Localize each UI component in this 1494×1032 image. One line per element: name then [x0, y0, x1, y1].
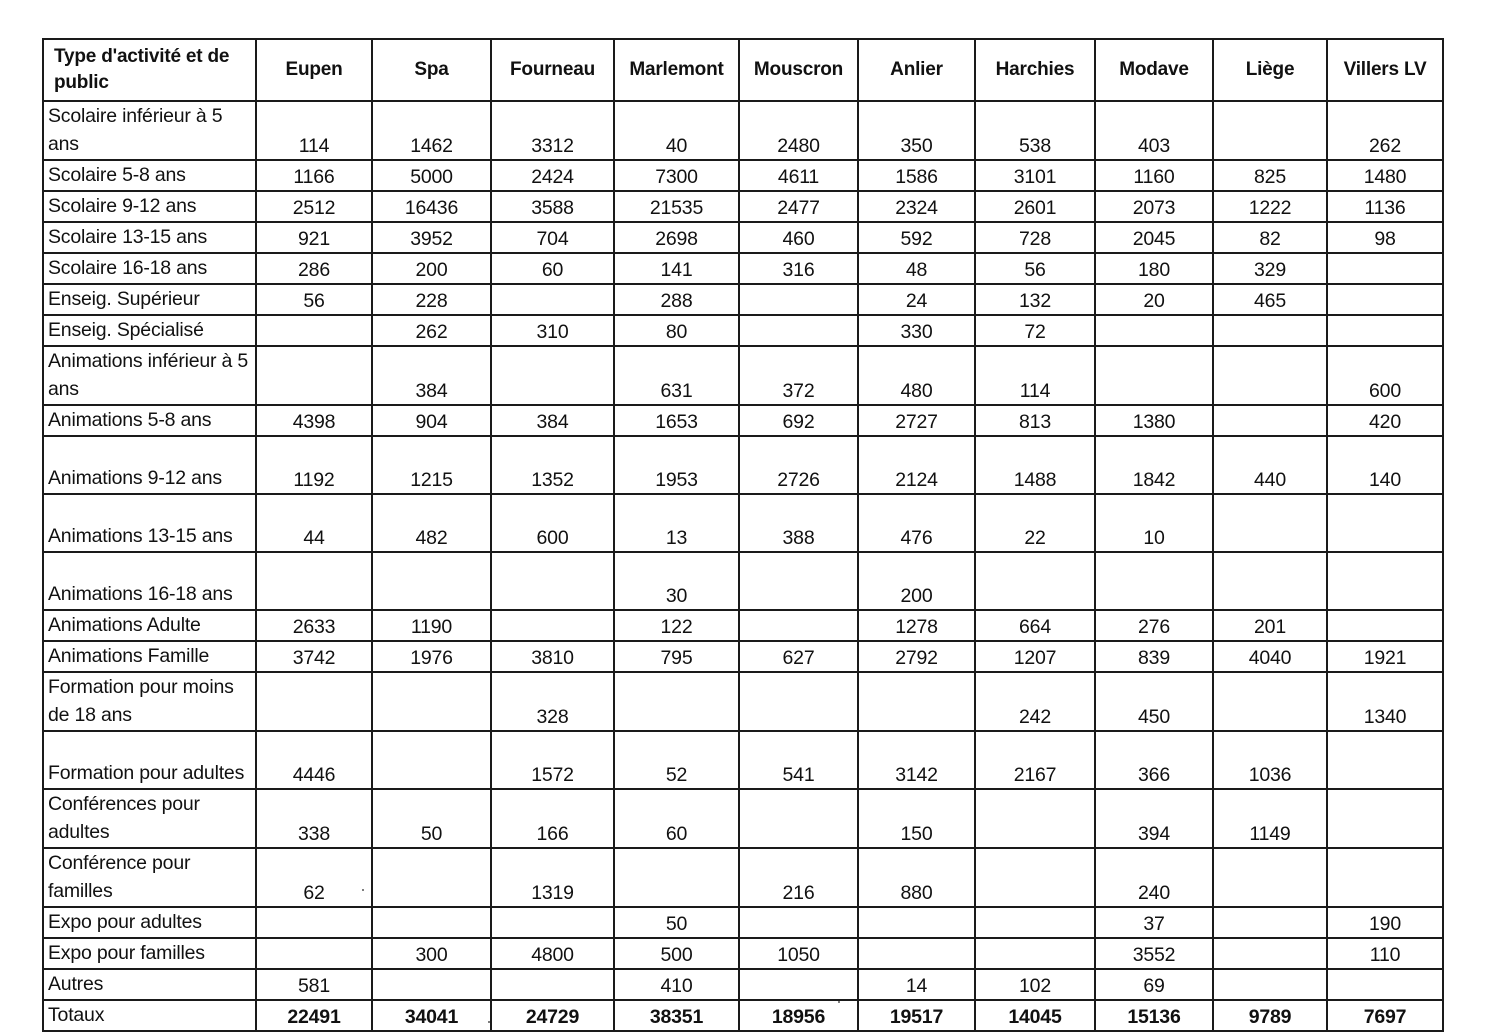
value-cell: 2601 [975, 191, 1095, 222]
table-row [43, 101, 1443, 160]
value-cell: 600 [491, 494, 614, 552]
table-row [43, 284, 1443, 315]
row-label: Scolaire 9-12 ans [43, 191, 256, 222]
value-cell [1327, 253, 1443, 284]
activity-table-sheet [42, 38, 1444, 1032]
value-cell [256, 552, 372, 610]
value-cell: 48 [858, 253, 975, 284]
value-cell: 384 [491, 405, 614, 436]
table-row [43, 907, 1443, 938]
value-cell: 16436 [372, 191, 491, 222]
total-cell: 24729 [491, 1000, 614, 1031]
value-cell: 1352 [491, 436, 614, 494]
value-cell: 7300 [614, 160, 739, 191]
row-label: Autres [43, 969, 256, 1000]
value-cell: 410 [614, 969, 739, 1000]
value-cell: 300 [372, 938, 491, 969]
value-cell: 1190 [372, 610, 491, 641]
value-cell: 541 [739, 731, 858, 789]
value-cell: 110 [1327, 938, 1443, 969]
value-cell [1213, 405, 1327, 436]
value-cell: 825 [1213, 160, 1327, 191]
value-cell: 1319 [491, 848, 614, 907]
row-label: Enseig. Supérieur [43, 284, 256, 315]
value-cell: 114 [256, 101, 372, 160]
value-cell: 1480 [1327, 160, 1443, 191]
value-cell: 4446 [256, 731, 372, 789]
value-cell: 420 [1327, 405, 1443, 436]
activity-table [42, 38, 1444, 1032]
value-cell: 3952 [372, 222, 491, 253]
value-cell [372, 848, 491, 907]
total-cell: 14045 [975, 1000, 1095, 1031]
row-label: Scolaire 16-18 ans [43, 253, 256, 284]
value-cell: 2480 [739, 101, 858, 160]
value-cell [1327, 610, 1443, 641]
value-cell: 60 [614, 789, 739, 848]
value-cell [739, 284, 858, 315]
header-cell-location: Marlemont [614, 39, 739, 101]
header-cell-location: Modave [1095, 39, 1213, 101]
value-cell: 2424 [491, 160, 614, 191]
totals-label: Totaux [43, 1000, 256, 1031]
value-cell: 69 [1095, 969, 1213, 1000]
value-cell: 1222 [1213, 191, 1327, 222]
value-cell: 288 [614, 284, 739, 315]
value-cell: 2477 [739, 191, 858, 222]
value-cell: 216 [739, 848, 858, 907]
value-cell [1327, 848, 1443, 907]
value-cell [975, 848, 1095, 907]
value-cell: 1340 [1327, 672, 1443, 731]
value-cell: 82 [1213, 222, 1327, 253]
value-cell: 366 [1095, 731, 1213, 789]
value-cell: 166 [491, 789, 614, 848]
value-cell: 1653 [614, 405, 739, 436]
value-cell [1213, 346, 1327, 405]
value-cell [1095, 552, 1213, 610]
value-cell: 1136 [1327, 191, 1443, 222]
value-cell: 538 [975, 101, 1095, 160]
value-cell [975, 789, 1095, 848]
value-cell: 24 [858, 284, 975, 315]
value-cell: 13 [614, 494, 739, 552]
row-label: Scolaire inférieur à 5 ans [43, 101, 256, 160]
table-row [43, 160, 1443, 191]
value-cell: 2727 [858, 405, 975, 436]
value-cell: 50 [614, 907, 739, 938]
value-cell: 476 [858, 494, 975, 552]
table-row [43, 315, 1443, 346]
value-cell: 150 [858, 789, 975, 848]
table-row [43, 552, 1443, 610]
value-cell: 5000 [372, 160, 491, 191]
table-row [43, 253, 1443, 284]
row-label: Enseig. Spécialisé [43, 315, 256, 346]
value-cell: 1488 [975, 436, 1095, 494]
value-cell: 3312 [491, 101, 614, 160]
value-cell: 114 [975, 346, 1095, 405]
value-cell: 40 [614, 101, 739, 160]
value-cell: 921 [256, 222, 372, 253]
value-cell: 4800 [491, 938, 614, 969]
value-cell [858, 938, 975, 969]
scan-speck [488, 1021, 490, 1023]
header-cell-location: Anlier [858, 39, 975, 101]
table-row [43, 789, 1443, 848]
value-cell: 44 [256, 494, 372, 552]
value-cell [739, 907, 858, 938]
value-cell: 122 [614, 610, 739, 641]
value-cell: 450 [1095, 672, 1213, 731]
row-label: Expo pour familles [43, 938, 256, 969]
value-cell [1327, 494, 1443, 552]
value-cell: 1160 [1095, 160, 1213, 191]
table-row [43, 848, 1443, 907]
value-cell: 460 [739, 222, 858, 253]
header-cell-location: Eupen [256, 39, 372, 101]
totals-row [43, 1000, 1443, 1031]
value-cell: 350 [858, 101, 975, 160]
value-cell [739, 969, 858, 1000]
value-cell [739, 789, 858, 848]
row-label: Animations 13-15 ans [43, 494, 256, 552]
value-cell: 627 [739, 641, 858, 672]
value-cell [858, 672, 975, 731]
value-cell: 1215 [372, 436, 491, 494]
value-cell: 1192 [256, 436, 372, 494]
value-cell: 592 [858, 222, 975, 253]
table-row [43, 191, 1443, 222]
row-label: Formation pour moins de 18 ans [43, 672, 256, 731]
header-cell-location: Liège [1213, 39, 1327, 101]
value-cell: 372 [739, 346, 858, 405]
header-row [43, 39, 1443, 101]
value-cell [256, 346, 372, 405]
total-cell: 22491 [256, 1000, 372, 1031]
value-cell: 3101 [975, 160, 1095, 191]
value-cell: 330 [858, 315, 975, 346]
value-cell [1213, 672, 1327, 731]
value-cell [491, 969, 614, 1000]
row-label: Animations 16-18 ans [43, 552, 256, 610]
header-cell-location: Fourneau [491, 39, 614, 101]
value-cell [858, 907, 975, 938]
value-cell [1213, 101, 1327, 160]
value-cell: 1462 [372, 101, 491, 160]
value-cell: 839 [1095, 641, 1213, 672]
table-row [43, 405, 1443, 436]
value-cell: 3552 [1095, 938, 1213, 969]
total-cell: 15136 [1095, 1000, 1213, 1031]
value-cell [1327, 315, 1443, 346]
value-cell [1213, 494, 1327, 552]
value-cell: 465 [1213, 284, 1327, 315]
value-cell: 500 [614, 938, 739, 969]
row-label: Scolaire 13-15 ans [43, 222, 256, 253]
row-label: Conférence pour familles [43, 848, 256, 907]
row-label: Conférences pour adultes [43, 789, 256, 848]
total-cell: 18956 [739, 1000, 858, 1031]
value-cell: 2698 [614, 222, 739, 253]
value-cell: 2633 [256, 610, 372, 641]
value-cell: 1842 [1095, 436, 1213, 494]
table-row [43, 731, 1443, 789]
header-cell-activity-type: Type d'activité et de public [43, 39, 256, 101]
value-cell: 1586 [858, 160, 975, 191]
value-cell: 2512 [256, 191, 372, 222]
value-cell: 242 [975, 672, 1095, 731]
value-cell: 20 [1095, 284, 1213, 315]
value-cell [1213, 848, 1327, 907]
row-label: Formation pour adultes [43, 731, 256, 789]
row-label: Animations 9-12 ans [43, 436, 256, 494]
value-cell: 3742 [256, 641, 372, 672]
value-cell: 200 [372, 253, 491, 284]
value-cell: 1380 [1095, 405, 1213, 436]
value-cell: 3588 [491, 191, 614, 222]
value-cell [739, 610, 858, 641]
value-cell: 813 [975, 405, 1095, 436]
value-cell: 2726 [739, 436, 858, 494]
value-cell [1327, 552, 1443, 610]
value-cell: 286 [256, 253, 372, 284]
table-row [43, 969, 1443, 1000]
value-cell: 262 [372, 315, 491, 346]
value-cell: 4040 [1213, 641, 1327, 672]
value-cell: 2792 [858, 641, 975, 672]
table-row [43, 494, 1443, 552]
value-cell [256, 907, 372, 938]
value-cell [491, 907, 614, 938]
value-cell: 62 [256, 848, 372, 907]
value-cell: 310 [491, 315, 614, 346]
value-cell: 1976 [372, 641, 491, 672]
value-cell: 482 [372, 494, 491, 552]
value-cell: 394 [1095, 789, 1213, 848]
total-cell: 19517 [858, 1000, 975, 1031]
scan-speck [838, 1001, 840, 1003]
value-cell: 201 [1213, 610, 1327, 641]
value-cell: 440 [1213, 436, 1327, 494]
value-cell: 1572 [491, 731, 614, 789]
value-cell: 2167 [975, 731, 1095, 789]
value-cell [614, 672, 739, 731]
value-cell: 30 [614, 552, 739, 610]
value-cell: 102 [975, 969, 1095, 1000]
row-label: Animations Famille [43, 641, 256, 672]
header-cell-location: Harchies [975, 39, 1095, 101]
value-cell: 3142 [858, 731, 975, 789]
value-cell: 388 [739, 494, 858, 552]
value-cell [1327, 284, 1443, 315]
value-cell: 631 [614, 346, 739, 405]
table-row [43, 610, 1443, 641]
value-cell [1213, 907, 1327, 938]
total-cell: 9789 [1213, 1000, 1327, 1031]
value-cell [975, 938, 1095, 969]
value-cell [256, 672, 372, 731]
value-cell: 21535 [614, 191, 739, 222]
header-cell-location: Spa [372, 39, 491, 101]
value-cell: 228 [372, 284, 491, 315]
table-row [43, 436, 1443, 494]
value-cell [1213, 969, 1327, 1000]
scan-speck [362, 889, 364, 891]
value-cell: 1149 [1213, 789, 1327, 848]
value-cell: 22 [975, 494, 1095, 552]
value-cell: 4611 [739, 160, 858, 191]
header-cell-location: Mouscron [739, 39, 858, 101]
value-cell: 480 [858, 346, 975, 405]
value-cell: 140 [1327, 436, 1443, 494]
value-cell [372, 907, 491, 938]
value-cell: 60 [491, 253, 614, 284]
value-cell: 141 [614, 253, 739, 284]
value-cell: 4398 [256, 405, 372, 436]
value-cell: 80 [614, 315, 739, 346]
value-cell [491, 346, 614, 405]
value-cell: 338 [256, 789, 372, 848]
value-cell: 904 [372, 405, 491, 436]
row-label: Animations Adulte [43, 610, 256, 641]
total-cell: 38351 [614, 1000, 739, 1031]
value-cell: 1278 [858, 610, 975, 641]
value-cell: 692 [739, 405, 858, 436]
value-cell [372, 731, 491, 789]
value-cell: 795 [614, 641, 739, 672]
table-row [43, 641, 1443, 672]
value-cell: 403 [1095, 101, 1213, 160]
table-row [43, 938, 1443, 969]
value-cell: 14 [858, 969, 975, 1000]
value-cell [372, 672, 491, 731]
value-cell [372, 552, 491, 610]
value-cell: 329 [1213, 253, 1327, 284]
value-cell: 37 [1095, 907, 1213, 938]
value-cell: 262 [1327, 101, 1443, 160]
value-cell [1095, 315, 1213, 346]
value-cell: 2124 [858, 436, 975, 494]
value-cell: 704 [491, 222, 614, 253]
value-cell: 600 [1327, 346, 1443, 405]
value-cell: 880 [858, 848, 975, 907]
value-cell [975, 552, 1095, 610]
value-cell [739, 315, 858, 346]
row-label: Animations 5-8 ans [43, 405, 256, 436]
value-cell: 56 [975, 253, 1095, 284]
value-cell [1327, 731, 1443, 789]
value-cell [1327, 969, 1443, 1000]
value-cell: 1207 [975, 641, 1095, 672]
value-cell: 2073 [1095, 191, 1213, 222]
value-cell [1213, 552, 1327, 610]
value-cell: 200 [858, 552, 975, 610]
value-cell: 240 [1095, 848, 1213, 907]
value-cell: 1921 [1327, 641, 1443, 672]
value-cell: 190 [1327, 907, 1443, 938]
value-cell [1327, 789, 1443, 848]
value-cell: 316 [739, 253, 858, 284]
value-cell [1095, 346, 1213, 405]
row-label: Expo pour adultes [43, 907, 256, 938]
value-cell: 56 [256, 284, 372, 315]
value-cell [739, 672, 858, 731]
value-cell: 72 [975, 315, 1095, 346]
value-cell: 728 [975, 222, 1095, 253]
value-cell [491, 284, 614, 315]
value-cell [372, 969, 491, 1000]
total-cell: 34041 [372, 1000, 491, 1031]
value-cell: 384 [372, 346, 491, 405]
value-cell: 328 [491, 672, 614, 731]
value-cell: 581 [256, 969, 372, 1000]
value-cell: 2324 [858, 191, 975, 222]
value-cell: 132 [975, 284, 1095, 315]
value-cell [614, 848, 739, 907]
value-cell: 10 [1095, 494, 1213, 552]
header-cell-location: Villers LV [1327, 39, 1443, 101]
value-cell [739, 552, 858, 610]
value-cell: 180 [1095, 253, 1213, 284]
row-label: Animations inférieur à 5 ans [43, 346, 256, 405]
value-cell [1213, 938, 1327, 969]
value-cell: 276 [1095, 610, 1213, 641]
value-cell: 50 [372, 789, 491, 848]
value-cell [491, 552, 614, 610]
value-cell: 3810 [491, 641, 614, 672]
value-cell [975, 907, 1095, 938]
value-cell [1213, 315, 1327, 346]
value-cell: 1953 [614, 436, 739, 494]
value-cell: 1050 [739, 938, 858, 969]
value-cell: 98 [1327, 222, 1443, 253]
value-cell [256, 315, 372, 346]
value-cell: 2045 [1095, 222, 1213, 253]
table-row [43, 672, 1443, 731]
value-cell: 1036 [1213, 731, 1327, 789]
value-cell [256, 938, 372, 969]
table-row [43, 222, 1443, 253]
table-row [43, 346, 1443, 405]
value-cell: 664 [975, 610, 1095, 641]
value-cell: 52 [614, 731, 739, 789]
value-cell: 1166 [256, 160, 372, 191]
value-cell [491, 610, 614, 641]
row-label: Scolaire 5-8 ans [43, 160, 256, 191]
total-cell: 7697 [1327, 1000, 1443, 1031]
